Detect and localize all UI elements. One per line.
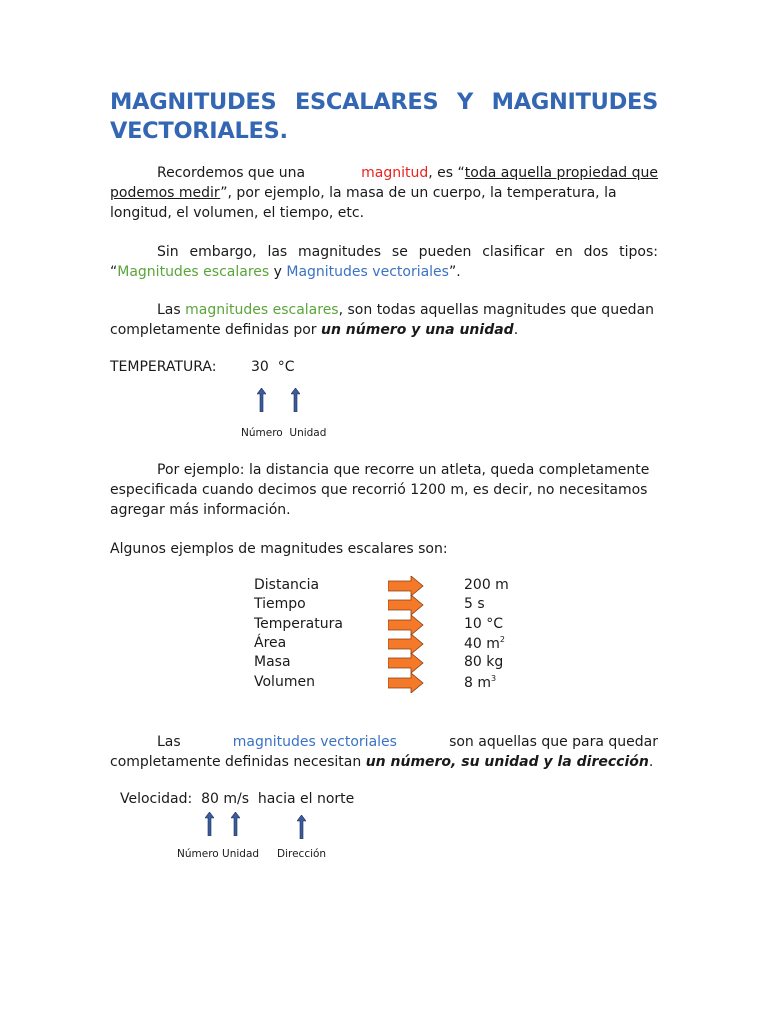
example-value-text: 200 m [464, 577, 509, 593]
velocity-caption-direction: Dirección [277, 848, 327, 860]
title-line-2: VECTORIALES. [110, 118, 288, 144]
temperature-caption: Número Unidad [241, 427, 327, 439]
text: , son todas aquellas magnitudes que quedan [338, 302, 655, 318]
text: . [513, 322, 519, 338]
example-value-text: 8 m [464, 675, 491, 691]
text: Recordemos que una [157, 165, 310, 181]
example-name: Tiempo [254, 596, 306, 612]
paragraph-vectoriales [110, 732, 658, 772]
example-name: Volumen [254, 674, 315, 690]
up-arrow-icon [205, 812, 214, 836]
title-word: MAGNITUDES [491, 89, 658, 115]
right-arrow-icon [388, 615, 424, 635]
paragraph-intro [110, 163, 658, 223]
text: Las [157, 734, 186, 750]
text: , es “ [428, 165, 465, 181]
right-arrow-icon [388, 673, 424, 693]
paragraph-types [110, 242, 658, 282]
example-value [464, 577, 509, 593]
example-name: Masa [254, 654, 291, 670]
right-arrow-icon [388, 653, 424, 673]
right-arrow-icon [388, 634, 424, 654]
example-value-text: 80 kg [464, 654, 504, 670]
up-arrow-icon [291, 388, 300, 412]
example-name: Distancia [254, 577, 320, 593]
up-arrow-icon [257, 388, 266, 412]
bold-phrase: un número, su unidad y la dirección [365, 754, 649, 770]
example-exponent: 3 [491, 674, 497, 683]
term-escalares: Magnitudes escalares [117, 264, 270, 280]
term-vectoriales: magnitudes vectoriales [232, 734, 397, 750]
paragraph-examples-intro [110, 539, 658, 559]
temperature-value: 30 °C [251, 359, 295, 375]
text: ”. [448, 264, 461, 280]
paragraph-distance-example [110, 460, 658, 520]
text: “ [110, 264, 118, 280]
right-arrow-icon [388, 576, 424, 596]
velocity-text: Velocidad: 80 m/s hacia el norte [120, 791, 355, 807]
term-magnitud: magnitud [361, 165, 429, 181]
term-vectoriales: Magnitudes vectoriales [286, 264, 449, 280]
example-value-text: 10 °C [464, 616, 504, 632]
definition-underlined: podemos medir [110, 185, 221, 201]
definition-underlined: toda aquella propiedad que [464, 165, 658, 181]
text: . [648, 754, 654, 770]
example-value [464, 635, 505, 652]
text: completamente definidas por [110, 322, 321, 338]
up-arrow-icon [231, 812, 240, 836]
text: y [269, 264, 287, 280]
example-value [464, 654, 503, 670]
example-name: Área [254, 635, 287, 651]
text: Las [157, 302, 186, 318]
text: agregar más información. [110, 502, 291, 518]
text: especificada cuando decimos que recorrió 1200 m, es decir, no necesitamos [110, 482, 648, 498]
text: completamente definidas necesitan [110, 754, 366, 770]
text: longitud, el volumen, el tiempo, etc. [110, 205, 365, 221]
text: Por ejemplo: la distancia que recorre un atleta, queda completamente [157, 462, 650, 478]
paragraph-escalares [110, 300, 658, 340]
example-value [464, 596, 485, 612]
term-escalares: magnitudes escalares [185, 302, 339, 318]
example-value-text: 40 m [464, 636, 500, 652]
example-name: Temperatura [254, 616, 343, 632]
text: Algunos ejemplos de magnitudes escalares son: [110, 541, 448, 557]
bold-phrase: un número y una unidad [320, 322, 514, 338]
title-word: Y [457, 89, 474, 115]
example-value [464, 616, 503, 632]
title-word: MAGNITUDES [110, 89, 277, 115]
example-value-text: 5 s [464, 596, 485, 612]
page-title [110, 88, 658, 146]
right-arrow-icon [388, 595, 424, 615]
up-arrow-icon [297, 815, 306, 839]
velocity-caption-number-unit: Número Unidad [177, 848, 260, 860]
example-value [464, 674, 496, 691]
text: ”, por ejemplo, la masa de un cuerpo, la temperatura, la [220, 185, 617, 201]
text: son aquellas que para quedar [444, 734, 658, 750]
example-exponent: 2 [499, 635, 505, 644]
temperature-label: TEMPERATURA: [110, 359, 217, 375]
title-word: ESCALARES [294, 89, 439, 115]
text: Sin embargo, las magnitudes se pueden clasificar en dos tipos: [157, 244, 658, 260]
